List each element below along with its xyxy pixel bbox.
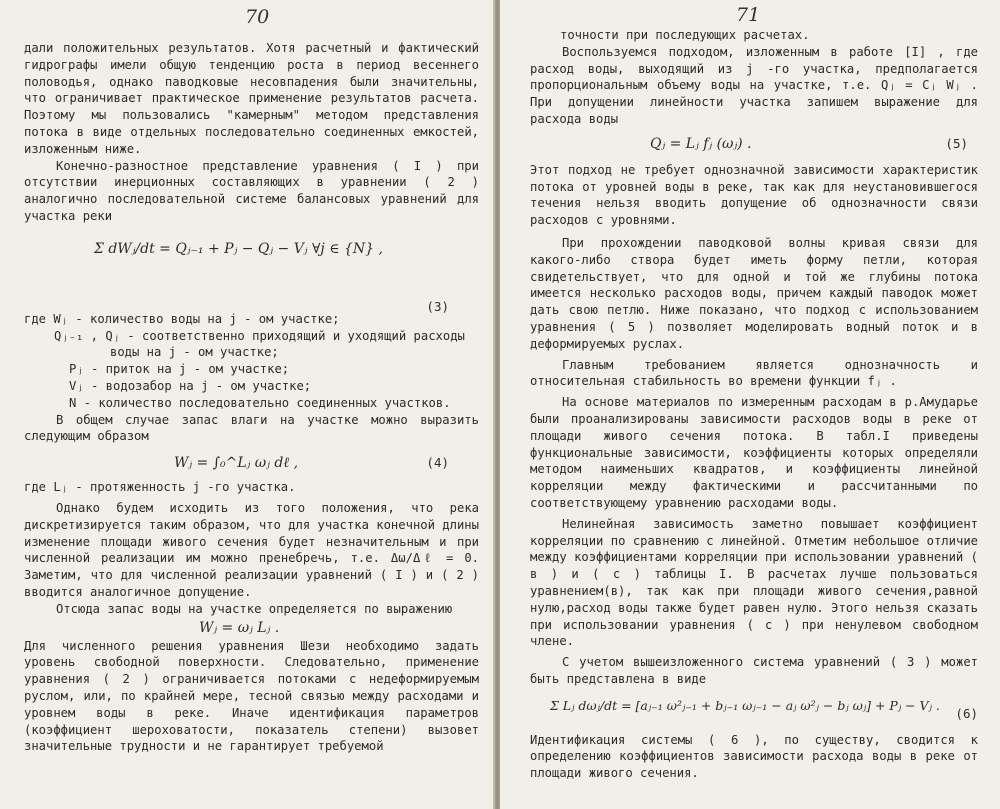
paragraph: На основе материалов по измеренным расходам в р.Амударье были проанализированы зависимости расходов воды в реке от площади живого сечения потока. В табл.I приведены функциональные зависимости, коэффициенты которых определяли методом наименьших квадратов, и коэффициенты линейной корреляции между фактическими и рассчитанными по соответствующему уравнению расходами воды. (530, 395, 978, 510)
paragraph: точности при последующих расчетах. (560, 28, 810, 42)
paragraph: При прохождении паводковой волны кривая связи для какого-либо створа будет иметь форму петли, которая свидетельствует, что для одной и той же глубины потока имеется несколько расходов воды, причем каждый паводок может дать свою петлю. Ниже показано, что подход с использованием уравнения ( 5 ) позволяет моделировать водный поток и в деформируемых руслах. (530, 235, 978, 351)
right-page (500, 0, 1000, 809)
equation-4 (174, 453, 479, 479)
equation-number: (4) (426, 455, 449, 471)
definition-item: Pⱼ - приток на j - ом участке; (69, 362, 290, 377)
equation-3 (94, 239, 479, 283)
equation-text: Σ Lⱼ dωⱼ/dt = [aⱼ₋₁ ω²ⱼ₋₁ + bⱼ₋₁ ωⱼ₋₁ − aⱼ ω²ⱼ − bⱼ ωⱼ] + Pⱼ − Vⱼ . (550, 697, 940, 713)
equation-number-row (24, 297, 479, 314)
left-page (0, 0, 495, 809)
paragraph: Главным требованием является однозначность и относительная стабильность во времени функции fⱼ . (530, 357, 978, 389)
definition-list (24, 311, 479, 412)
equation-number: (3) (426, 298, 449, 314)
equation-text: Wⱼ = ∫₀^Lⱼ ωⱼ dℓ , (174, 455, 299, 472)
equation-number: (6) (955, 705, 978, 721)
equation-number: (5) (945, 135, 968, 151)
paragraph: Отсюда запас воды на участке определяется по выражению (56, 601, 453, 616)
equation-text: Σ dWⱼ/dt = Qⱼ₋₁ + Pⱼ − Qⱼ − Vⱼ ∀j ∈ {N} , (94, 240, 383, 257)
equation-text: Wⱼ = ωⱼ Lⱼ . (199, 619, 280, 636)
equation-where: где Lⱼ - протяженность j -го участка. (24, 480, 296, 495)
paragraph: Идентификация системы ( 6 ), по существу, сводится к определению коэффициентов зависимости расхода воды в реке от площади живого сечения. (530, 732, 978, 781)
paragraph: Для численного решения уравнения Шези необходимо задать уровень свободной поверхности. Следовательно, применение уравнения ( 2 ) ограничивается потоками с недеформируемым руслом, или, по крайней мере, тесной связью между расходами и уровнем воды в реке. Иначе идентификация параметров (коэффициент шероховатости, показатель степени) вызовет значительные трудности и не гарантирует требуемой (24, 638, 479, 754)
page-number: 71 (736, 4, 761, 26)
paragraph: Конечно-разностное представление уравнения ( I ) при отсутствии инерционных составляющих в уравнении ( 2 ) аналогично последовательной системе балансовых уравнений для участка реки (24, 158, 479, 223)
paragraph: Однако будем исходить из того положения, что река дискретизируется таким образом, что для участка конечной длины изменение площади живого сечения будет незначительным и при численной реализации им можно пренебречь, т.е. Δω/Δℓ = 0. Заметим, что для численной реализации уравнений ( I ) и ( 2 ) вводится аналогичное допущение. (24, 500, 479, 599)
paragraph: Воспользуемся подходом, изложенным в работе [I] , где расход воды, выходящий из j -го участка, предполагается пропорциональным объему воды на участке, т.е. Qⱼ = Cⱼ Wⱼ . При допущении линейности участка запишем выражение для расхода воды (530, 44, 978, 126)
paragraph: С учетом вышеизложенного система уравнений ( 3 ) может быть представлена в виде (530, 655, 978, 686)
equation-text: Qⱼ = Lⱼ fⱼ (ωⱼ) . (650, 135, 752, 152)
page-number: 70 (245, 6, 270, 28)
definition-item: Vⱼ - водозабор на j - ом участке; (69, 378, 312, 393)
equation-6 (550, 696, 978, 726)
definition-item: где Wⱼ - количество воды на j - ом участке; (24, 311, 340, 326)
paragraph: В общем случае запас влаги на участке можно выразить следующим образом (24, 412, 479, 444)
equation-5 (650, 134, 978, 156)
definition-item: Qⱼ₋₁ , Qⱼ - соответственно приходящий и уходящий расходы (54, 328, 465, 343)
paragraph: Этот подход не требует однозначной зависимости характеристик потока от уровней воды в реке, так как для неустановившегося течения нельзя вводить допущение об однозначности связи расходов с уровнями. (530, 162, 978, 228)
equation-w (199, 618, 479, 638)
paragraph: дали положительных результатов. Хотя расчетный и фактический гидрографы имели общую тенденцию роста в период весеннего половодья, однако паводковые несовпадения были значительны, что ограничивает практическое применение результатов расчета. Поэтому мы пользовались "камерным" методом представления потока в виде отдельных последовательно соединенных емкостей, изложенным ниже. (24, 41, 479, 156)
paragraph: Нелинейная зависимость заметно повышает коэффициент корреляции по сравнению с линейной. Отметим небольшое отличие между коэффициентами корреляции при использовании уравнений ( в ) и ( с ) таблицы I. В расчетах лучше пользоваться уравнением(в), так как при площади живого сечения,равной нулю,расход воды также будет равен нулю. Этого нельзя сказать при использовании уравнения ( с ) при ненулевом свободном члене. (530, 516, 978, 649)
definition-item: воды на j - ом участке; (110, 345, 279, 360)
definition-item: N - количество последовательно соединенных участков. (69, 395, 451, 410)
